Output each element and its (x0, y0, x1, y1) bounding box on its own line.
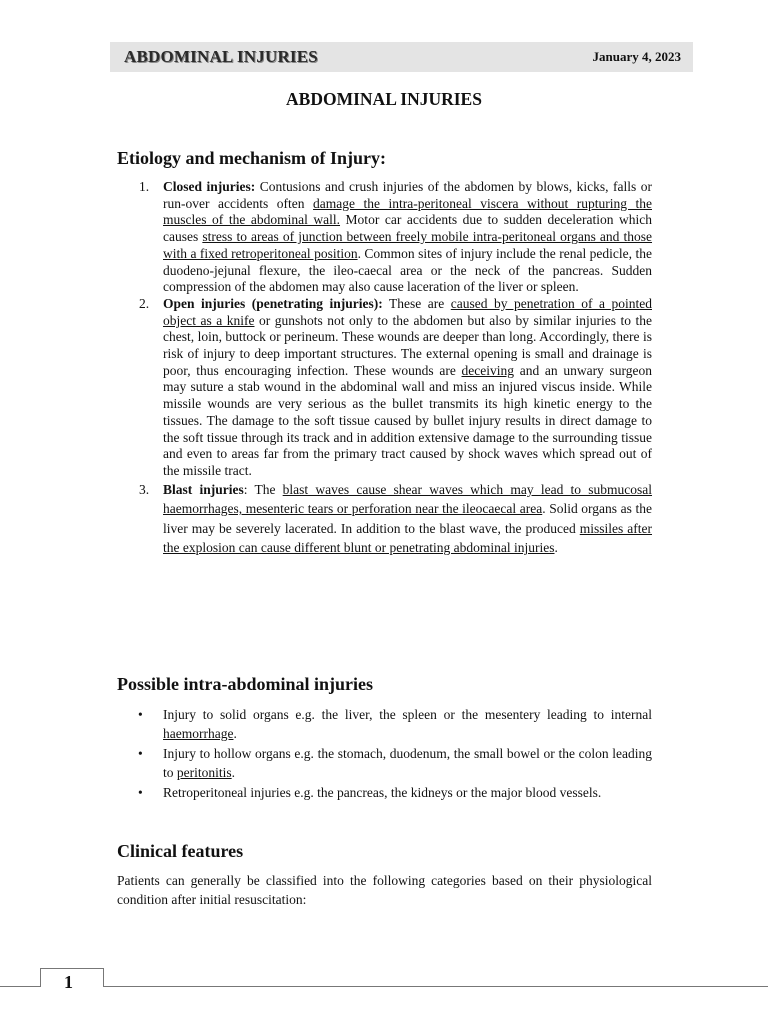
underlined-text: deceiving (461, 362, 514, 378)
bullet-icon: • (138, 746, 143, 761)
list-item-text: . Solid organs as the liver may be severely lacerated. In addition to the blast wave, the produced (163, 501, 652, 536)
bullet-item (117, 744, 652, 782)
underlined-text: caused by penetration of a pointed object as a knife (163, 295, 652, 328)
header-title: ABDOMINAL INJURIES (124, 47, 318, 66)
section-heading-possible-injuries: Possible intra-abdominal injuries (117, 674, 374, 694)
bullet-icon: • (138, 707, 143, 722)
list-item-number: 3. (139, 481, 150, 497)
bullet-text: Retroperitoneal injuries e.g. the pancreas, the kidneys or the major blood vessels. (163, 785, 602, 800)
list-item-term: Open injuries (penetrating injuries): (163, 295, 383, 311)
list-item-text: or gunshots not only to the abdomen but also by similar injuries to the chest, loin, buttock or perineum. These wounds are deeper than long. Accordingly, there is risk of injury to deep important structures. The external opening is small and drainage is poor, thus encouraging infection. These wounds are (163, 312, 652, 378)
bullet-item (117, 705, 652, 743)
list-item-number: 1. (139, 179, 150, 194)
bullet-text: . (233, 726, 237, 741)
bullet-text: Injury to solid organs e.g. the liver, the spleen or the mesentery leading to internal (163, 707, 652, 722)
clinical-paragraph: Patients can generally be classified into the following categories based on their physiological condition after initial resuscitation: (117, 873, 652, 907)
list-item (117, 296, 652, 480)
list-item (117, 480, 652, 558)
list-item-text: . Common sites of injury include the renal pedicle, the duodeno-jejunal flexure, the ileo-caecal area or the neck of the pancreas. Sudden compression of the abdomen may also cause laceration of the liver or spleen. (163, 245, 652, 295)
list-item-number: 2. (139, 295, 150, 311)
list-item-text: : The (243, 481, 283, 497)
list-item-text: These are (382, 295, 451, 311)
bullet-text: Injury to hollow organs e.g. the stomach, duodenum, the small bowel or the colon leading to (163, 746, 652, 780)
header-date: January 4, 2023 (592, 49, 681, 64)
underlined-text: peritonitis (176, 765, 232, 780)
bullet-item (117, 783, 652, 802)
list-item-term: Closed injuries: (163, 179, 256, 194)
list-item-text: and an unwary surgeon may suture a stab wound in the abdominal wall and miss an injured viscus inside. While missile wounds are very serious as the bullet transmits its high kinetic energy to the tissues. The damage to the soft tissue caused by bullet injury results in direct damage to the soft tissue through its track and in addition extensive damage to the surrounding tissue and even to areas far from the primary tract caused by shock waves which spread out of the missile tract. (163, 362, 653, 478)
footer-rule (0, 986, 768, 987)
underlined-text: damage the intra-peritoneal viscera without rupturing the muscles of the abdominal wall. (163, 195, 652, 228)
underlined-text: haemorrhage (163, 726, 234, 741)
list-item-term: Blast injuries (163, 481, 244, 497)
page-header (110, 42, 693, 72)
bullet-text: . (231, 765, 236, 780)
possible-injuries-list (117, 705, 652, 803)
document-title: ABDOMINAL INJURIES (286, 89, 482, 109)
section-heading-clinical-features: Clinical features (117, 841, 244, 861)
page-number: 1 (64, 972, 73, 992)
etiology-list (117, 179, 652, 558)
list-item-text: . (554, 540, 558, 556)
section-heading-etiology: Etiology and mechanism of Injury: (117, 148, 387, 168)
list-item (117, 179, 652, 296)
list-item-text: Motor car accidents due to sudden deceleration which causes (163, 212, 652, 245)
underlined-text: stress to areas of junction between freely mobile intra-peritoneal organs and those with a fixed retroperitoneal position (163, 229, 653, 261)
underlined-text: missiles after the explosion can cause different blunt or penetrating abdominal injuries (163, 520, 652, 556)
list-item-text: Contusions and crush injuries of the abdomen by blows, kicks, falls or run-over accidents often (163, 179, 653, 211)
underlined-text: blast waves cause shear waves which may lead to submucosal haemorrhages, mesenteric tears or perforation near the ileocaecal area (163, 481, 653, 517)
bullet-icon: • (138, 785, 143, 800)
